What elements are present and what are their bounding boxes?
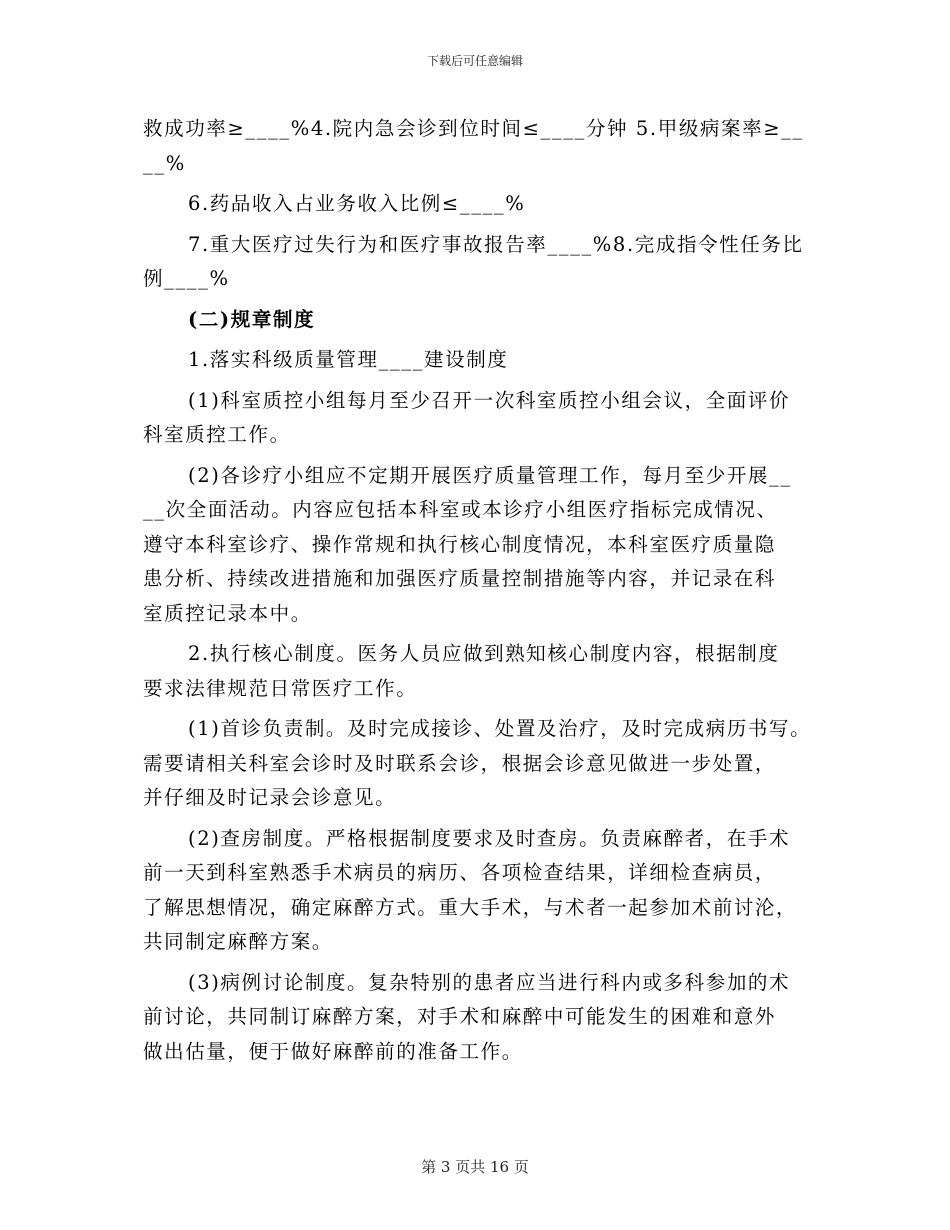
text-line: (3)病例讨论制度。复杂特别的患者应当进行科内或多科参加的术: [188, 970, 791, 994]
text-line: 患分析、持续改进措施和加强医疗质量控制措施等内容，并记录在科: [143, 567, 777, 590]
text-line: (2)各诊疗小组应不定期开展医疗质量管理工作，每月至少开展__: [188, 463, 792, 487]
text-line: 救成功率≥____%4.院内急会诊到位时间≤____分钟 5.甲级病案率≥__: [143, 117, 804, 140]
text-line: 科室质控工作。: [143, 423, 291, 446]
text-line: 需要请相关科室会诊时及时联系会诊，根据会诊意见做进一步处置，: [143, 751, 777, 775]
text-line: 共同制定麻醉方案。: [143, 930, 333, 953]
text-line: 例____%: [143, 267, 230, 290]
text-line: 遵守本科室诊疗、操作常规和执行核心制度情况，本科室医疗质量隐: [143, 532, 777, 556]
section-heading: (二)规章制度: [188, 307, 316, 331]
text-line: 做出估量，便于做好麻醉前的准备工作。: [143, 1039, 523, 1063]
text-line: (1)首诊负责制。及时完成接诊、处置及治疗，及时完成病历书写。: [188, 717, 812, 740]
text-line: 前一天到科室熟悉手术病员的病历、各项检查结果，详细检查病员，: [143, 861, 777, 884]
text-line: 前讨论，共同制订麻醉方案，对手术和麻醉中可能发生的困难和意外: [143, 1005, 777, 1028]
text-line: 2.执行核心制度。医务人员应做到熟知核心制度内容，根据制度: [188, 642, 780, 665]
text-line: 6.药品收入占业务收入比例≤____%: [188, 192, 526, 215]
text-line: (1)科室质控小组每月至少召开一次科室质控小组会议，全面评价: [188, 388, 791, 412]
document-body: [143, 112, 815, 1069]
page-header: 下载后可任意编辑: [426, 54, 523, 68]
text-line: 1.落实科级质量管理____建设制度: [188, 348, 509, 371]
text-line: __次全面活动。内容应包括本科室或本诊疗小组医疗指标完成情况、: [143, 498, 778, 521]
page-footer: 第 3 页共 16 页: [421, 1158, 529, 1176]
text-line: 室质控记录本中。: [143, 601, 312, 625]
text-line: (2)查房制度。严格根据制度要求及时查房。负责麻醉者，在手术: [188, 826, 791, 850]
text-line: __%: [143, 151, 186, 175]
text-line: 7.重大医疗过失行为和医疗事故报告率____%8.完成指令性任务比: [188, 232, 804, 256]
text-line: 并仔细及时记录会诊意见。: [143, 786, 397, 809]
text-line: 要求法律规范日常医疗工作。: [143, 676, 418, 700]
text-line: 了解思想情况，确定麻醉方式。重大手术，与术者一起参加术前讨沦，: [143, 895, 798, 919]
